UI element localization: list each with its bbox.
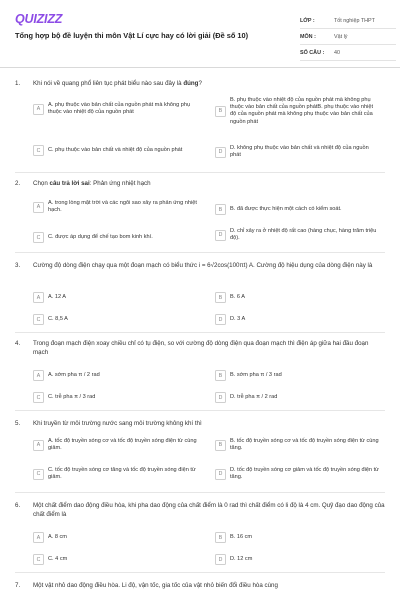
option-text: C. 4 cm xyxy=(48,555,68,562)
meta-label: SỐ CÂU : xyxy=(300,49,325,56)
option-letter-box: C xyxy=(33,232,44,243)
option-text: A. tốc độ truyền sóng cơ và tốc độ truyền sóng điện từ cùng giảm. xyxy=(48,438,197,452)
option-text: B. 16 cm xyxy=(230,533,253,540)
option-letter-box: A xyxy=(33,202,44,213)
question-7 xyxy=(15,582,385,591)
option-text: B. đã được thực hiện một cách có kiểm soát. xyxy=(230,205,342,212)
option-letter-box: D xyxy=(215,147,226,158)
option-c[interactable] xyxy=(33,467,198,481)
option-text: C. tốc độ truyền sóng cơ tăng và tốc độ truyền sóng điện từ giảm. xyxy=(48,467,196,481)
option-letter-box: D xyxy=(215,230,226,241)
question-4 xyxy=(15,340,385,401)
meta-row-count xyxy=(300,45,396,61)
option-text: D. tốc độ truyền sóng cơ giảm và tốc độ truyền sóng điện từ tăng. xyxy=(230,467,379,481)
divider xyxy=(15,410,385,411)
question-number: 5. xyxy=(15,420,21,427)
option-text: B. 6 A xyxy=(230,293,245,300)
meta-table xyxy=(300,13,396,61)
option-b[interactable] xyxy=(215,204,380,215)
option-b[interactable] xyxy=(215,438,380,452)
meta-row-class xyxy=(300,13,396,29)
option-b[interactable] xyxy=(215,532,380,543)
option-d[interactable] xyxy=(215,467,380,481)
option-letter-box: A xyxy=(33,292,44,303)
option-c[interactable] xyxy=(33,314,198,325)
question-number: 1. xyxy=(15,80,21,87)
option-text: D. 12 cm xyxy=(230,555,253,562)
option-letter-box: B xyxy=(215,106,226,117)
option-letter-box: D xyxy=(215,314,226,325)
option-text: B. sớm pha π / 3 rad xyxy=(230,371,282,378)
option-letter-box: A xyxy=(33,532,44,543)
meta-row-subject xyxy=(300,29,396,45)
option-text: C. trễ pha π / 3 rad xyxy=(48,393,96,400)
option-b[interactable] xyxy=(215,97,380,126)
divider xyxy=(15,572,385,573)
option-letter-box: B xyxy=(215,532,226,543)
meta-label: LỚP : xyxy=(300,17,315,24)
option-letter-box: C xyxy=(33,314,44,325)
divider xyxy=(15,252,385,253)
question-text: Khi nói về quang phổ liên tục phát biểu nào sau đây là đúng? xyxy=(33,80,202,87)
option-a[interactable] xyxy=(33,370,198,381)
option-a[interactable] xyxy=(33,200,198,214)
option-text: B. phụ thuộc vào nhiệt độ của nguồn phát mà không phụ thuộc vào bản chất của nguồn phátB. phụ thuộc vào nhiệt độ của nguồn phát mà không phụ thuộc vào bản chất của nguồn phát xyxy=(230,97,374,125)
question-text: Trong đoạn mạch điện xoay chiều chỉ có tụ điện, so với cường độ dòng điện qua đoạn mạch thì điện áp giữa hai đầu đoạn mạch xyxy=(33,340,369,356)
option-letter-box: B xyxy=(215,370,226,381)
option-a[interactable] xyxy=(33,292,198,303)
question-number: 7. xyxy=(15,582,21,589)
option-text: A. 8 cm xyxy=(48,533,67,540)
option-d[interactable] xyxy=(215,145,380,159)
quizizz-logo: QUIZIZZ xyxy=(15,12,63,26)
option-letter-box: A xyxy=(33,104,44,115)
option-d[interactable] xyxy=(215,228,380,242)
option-letter-box: D xyxy=(215,469,226,480)
question-text: Khi truyền từ môi trường nước sang môi trường không khí thì xyxy=(33,420,202,427)
option-c[interactable] xyxy=(33,554,198,565)
divider xyxy=(15,492,385,493)
option-text: D. trễ pha π / 2 rad xyxy=(230,393,278,400)
option-letter-box: C xyxy=(33,554,44,565)
option-b[interactable] xyxy=(215,370,380,381)
option-d[interactable] xyxy=(215,314,380,325)
option-letter-box: B xyxy=(215,292,226,303)
option-letter-box: A xyxy=(33,440,44,451)
question-1 xyxy=(15,80,385,159)
option-d[interactable] xyxy=(215,554,380,565)
question-text: Chọn câu trả lời sai: Phản ứng nhiệt hạch xyxy=(33,180,151,187)
divider xyxy=(15,332,385,333)
question-2 xyxy=(15,180,385,242)
question-number: 6. xyxy=(15,502,21,509)
question-3 xyxy=(15,262,385,323)
option-text: D. chỉ xảy ra ở nhiệt độ rất cao (hàng chục, hàng trăm triệu độ). xyxy=(230,228,377,242)
option-c[interactable] xyxy=(33,232,198,243)
document-title: Tổng hợp bộ đề luyện thi môn Vật Lí cực hay có lời giải (Đề số 10) xyxy=(15,31,249,40)
header xyxy=(0,0,400,68)
option-letter-box: B xyxy=(215,440,226,451)
question-number: 4. xyxy=(15,340,21,347)
option-letter-box: C xyxy=(33,469,44,480)
question-6 xyxy=(15,502,385,563)
option-d[interactable] xyxy=(215,392,380,403)
question-5 xyxy=(15,420,385,481)
option-text: D. 3 A xyxy=(230,315,246,322)
option-letter-box: C xyxy=(33,392,44,403)
option-text: C. phụ thuộc vào bản chất và nhiệt độ của nguồn phát xyxy=(48,146,183,153)
meta-value: Tốt nghiệp THPT xyxy=(334,17,375,24)
option-letter-box: D xyxy=(215,392,226,403)
question-text: Một vật nhỏ dao động điều hòa. Li độ, vận tốc, gia tốc của vật nhỏ biến đổi điều hòa cùng xyxy=(33,582,278,589)
option-a[interactable] xyxy=(33,102,198,116)
question-number: 3. xyxy=(15,262,21,269)
question-text: Một chất điểm dao động điều hòa, khi pha dao động của chất điểm là 0 rad thì chất điểm có li độ là 4 cm. Quỹ đạo dao động của chất điểm là xyxy=(33,502,385,518)
option-a[interactable] xyxy=(33,438,198,452)
question-number: 2. xyxy=(15,180,21,187)
option-text: C. 8,5 A xyxy=(48,315,68,322)
option-text: A. sớm pha π / 2 rad xyxy=(48,371,100,378)
option-text: C. được áp dụng để chế tạo bom kinh khí. xyxy=(48,233,153,240)
option-letter-box: B xyxy=(215,204,226,215)
option-text: A. 12 A xyxy=(48,293,67,300)
option-c[interactable] xyxy=(33,392,198,403)
option-c[interactable] xyxy=(33,145,198,156)
divider xyxy=(15,172,385,173)
option-a[interactable] xyxy=(33,532,198,543)
question-text: Cường độ dòng điện chạy qua một đoạn mạch có biểu thức i = 6√2cos(100πt) A. Cường độ hiệu dụng của dòng điện này là xyxy=(33,262,373,269)
meta-label: MÔN : xyxy=(300,33,316,40)
option-letter-box: C xyxy=(33,145,44,156)
option-text: A. phụ thuộc vào bản chất của nguồn phát mà không phụ thuộc vào nhiệt độ của nguồn phát xyxy=(48,102,191,116)
option-b[interactable] xyxy=(215,292,380,303)
meta-value: Vật lý xyxy=(334,33,348,40)
option-letter-box: D xyxy=(215,554,226,565)
option-letter-box: A xyxy=(33,370,44,381)
meta-value: 40 xyxy=(334,49,340,56)
option-text: D. không phụ thuộc vào bản chất và nhiệt độ của nguồn phát xyxy=(230,145,369,159)
option-text: A. trong lòng mặt trời và các ngôi sao xảy ra phản ứng nhiệt hạch. xyxy=(48,200,197,214)
option-text: B. tốc độ truyền sóng cơ và tốc độ truyền sóng điện từ cùng tăng. xyxy=(230,438,379,452)
